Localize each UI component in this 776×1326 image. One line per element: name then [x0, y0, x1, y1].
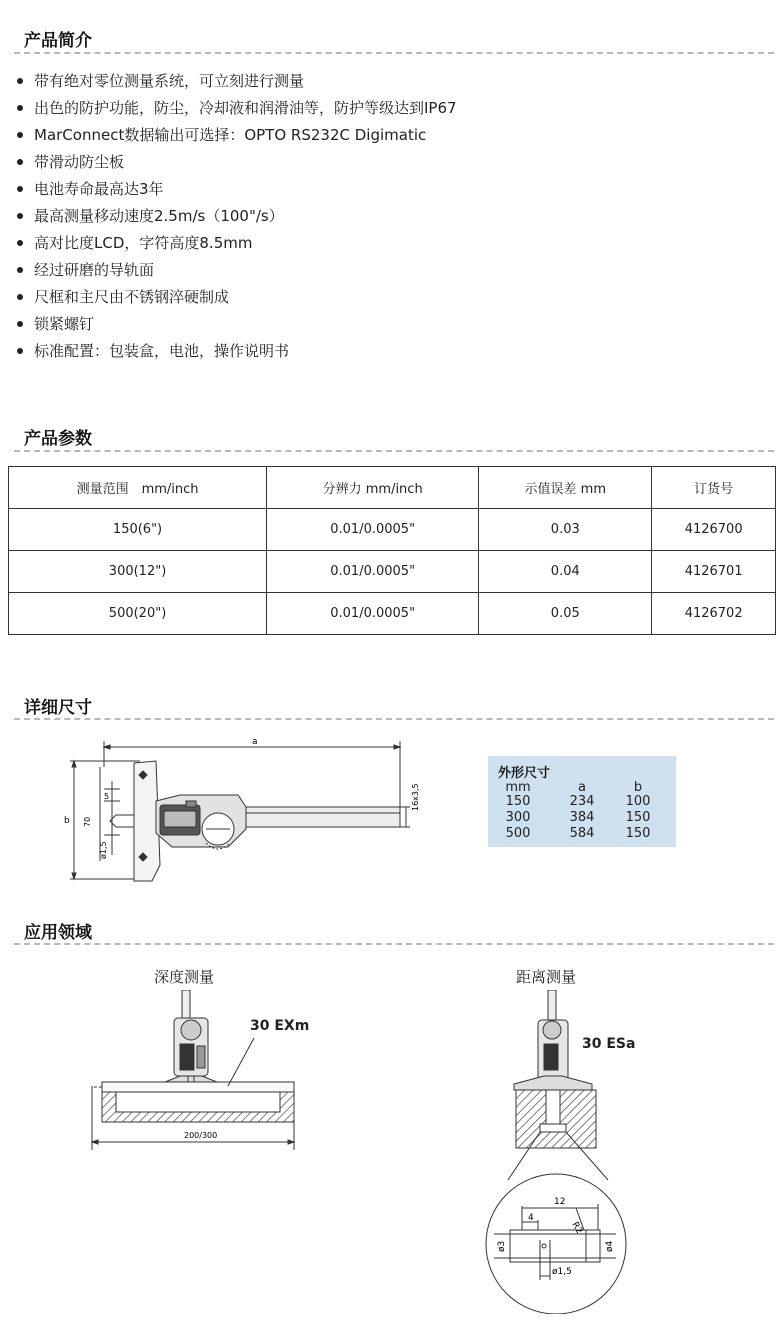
depth-dim-label: 200/300: [184, 1131, 218, 1140]
dim-label-5: 5: [104, 792, 110, 801]
app-title-depth: 深度测量: [154, 968, 215, 986]
dimension-cell: 150: [625, 810, 651, 825]
section-divider: [14, 718, 774, 720]
distance-dim-phi3: ø3: [497, 1240, 507, 1252]
app-title-distance: 距离测量: [516, 968, 577, 986]
table-cell: 4126702: [652, 593, 776, 635]
dimension-row: [488, 794, 676, 810]
dimension-table-title: 外形尺寸: [498, 766, 551, 781]
params-table: [8, 466, 776, 635]
dimension-cell: 150: [505, 794, 531, 809]
dim-label-phi15: ø1,5: [99, 841, 108, 859]
dimension-row: [488, 810, 676, 826]
dimension-header-cell: a: [578, 780, 586, 795]
dimension-row: [488, 826, 676, 842]
feature-item: 锁紧螺钉: [14, 313, 457, 340]
distance-model-label: 30 ESa: [582, 1036, 636, 1052]
table-header-cell: 测量范围 mm/inch: [9, 467, 267, 509]
feature-item: MarConnect数据输出可选择：OPTO RS232C Digimatic: [14, 124, 457, 151]
feature-item: 尺框和主尺由不锈钢淬硬制成: [14, 286, 457, 313]
table-header-cell: 订货号: [652, 467, 776, 509]
dimension-cell: 100: [625, 794, 651, 809]
table-cell: 0.01/0.0005": [267, 593, 479, 635]
section-title-apps: 应用领域: [24, 923, 92, 943]
feature-item: 出色的防护功能，防尘，冷却液和润滑油等，防护等级达到IP67: [14, 97, 457, 124]
table-row: [9, 509, 776, 551]
dim-label-16x35: 16x3,5: [411, 783, 420, 811]
dimension-cell: 300: [505, 810, 531, 825]
depth-measurement-drawing: [84, 990, 304, 1150]
feature-list: [14, 70, 457, 367]
feature-item: 带滑动防尘板: [14, 151, 457, 178]
dim-label-a: a: [252, 737, 258, 747]
table-cell: 4126700: [652, 509, 776, 551]
feature-item: 最高测量移动速度2.5m/s（100"/s）: [14, 205, 457, 232]
table-cell: 0.01/0.0005": [267, 551, 479, 593]
depth-model-label: 30 EXm: [250, 1018, 310, 1034]
table-cell: 150(6"): [9, 509, 267, 551]
dimension-header-cell: b: [633, 780, 643, 795]
section-title-intro: 产品简介: [24, 31, 92, 51]
section-divider: [14, 52, 774, 54]
dimension-cell: 234: [569, 794, 595, 809]
section-divider: [14, 943, 774, 945]
dim-label-70: 70: [83, 816, 92, 827]
table-header-row: [9, 467, 776, 509]
feature-item: 标准配置：包装盒，电池，操作说明书: [14, 340, 457, 367]
dimension-cell: 500: [505, 826, 531, 841]
table-cell: 0.04: [479, 551, 652, 593]
feature-item: 高对比度LCD，字符高度8.5mm: [14, 232, 457, 259]
distance-dim-phi15: ø1,5: [552, 1267, 572, 1277]
section-title-params: 产品参数: [24, 429, 92, 449]
table-cell: 4126701: [652, 551, 776, 593]
feature-item: 经过研磨的导轨面: [14, 259, 457, 286]
table-cell: 500(20"): [9, 593, 267, 635]
section-title-dims: 详细尺寸: [24, 698, 92, 718]
dimension-table: [488, 756, 676, 847]
table-cell: 300(12"): [9, 551, 267, 593]
dimension-cell: 584: [569, 826, 595, 841]
dimension-cell: 384: [569, 810, 595, 825]
feature-item: 带有绝对零位测量系统，可立刻进行测量: [14, 70, 457, 97]
dimension-header-cell: mm: [505, 780, 531, 795]
caliper-dimension-drawing: [60, 735, 450, 885]
distance-dim-r2: R2: [569, 1220, 585, 1236]
dim-label-b: b: [64, 816, 70, 826]
section-divider: [14, 450, 774, 452]
dimension-cell: 150: [625, 826, 651, 841]
distance-dim-4: 4: [528, 1213, 534, 1223]
distance-dim-12: 12: [554, 1197, 566, 1207]
table-cell: 0.05: [479, 593, 652, 635]
table-header-cell: 示值误差 mm: [479, 467, 652, 509]
distance-dim-phi4: ø4: [605, 1240, 615, 1252]
dimension-table-header: [488, 780, 676, 794]
table-row: [9, 593, 776, 635]
table-cell: 0.01/0.0005": [267, 509, 479, 551]
table-header-cell: 分辨力 mm/inch: [267, 467, 479, 509]
feature-item: 电池寿命最高达3年: [14, 178, 457, 205]
table-row: [9, 551, 776, 593]
table-cell: 0.03: [479, 509, 652, 551]
